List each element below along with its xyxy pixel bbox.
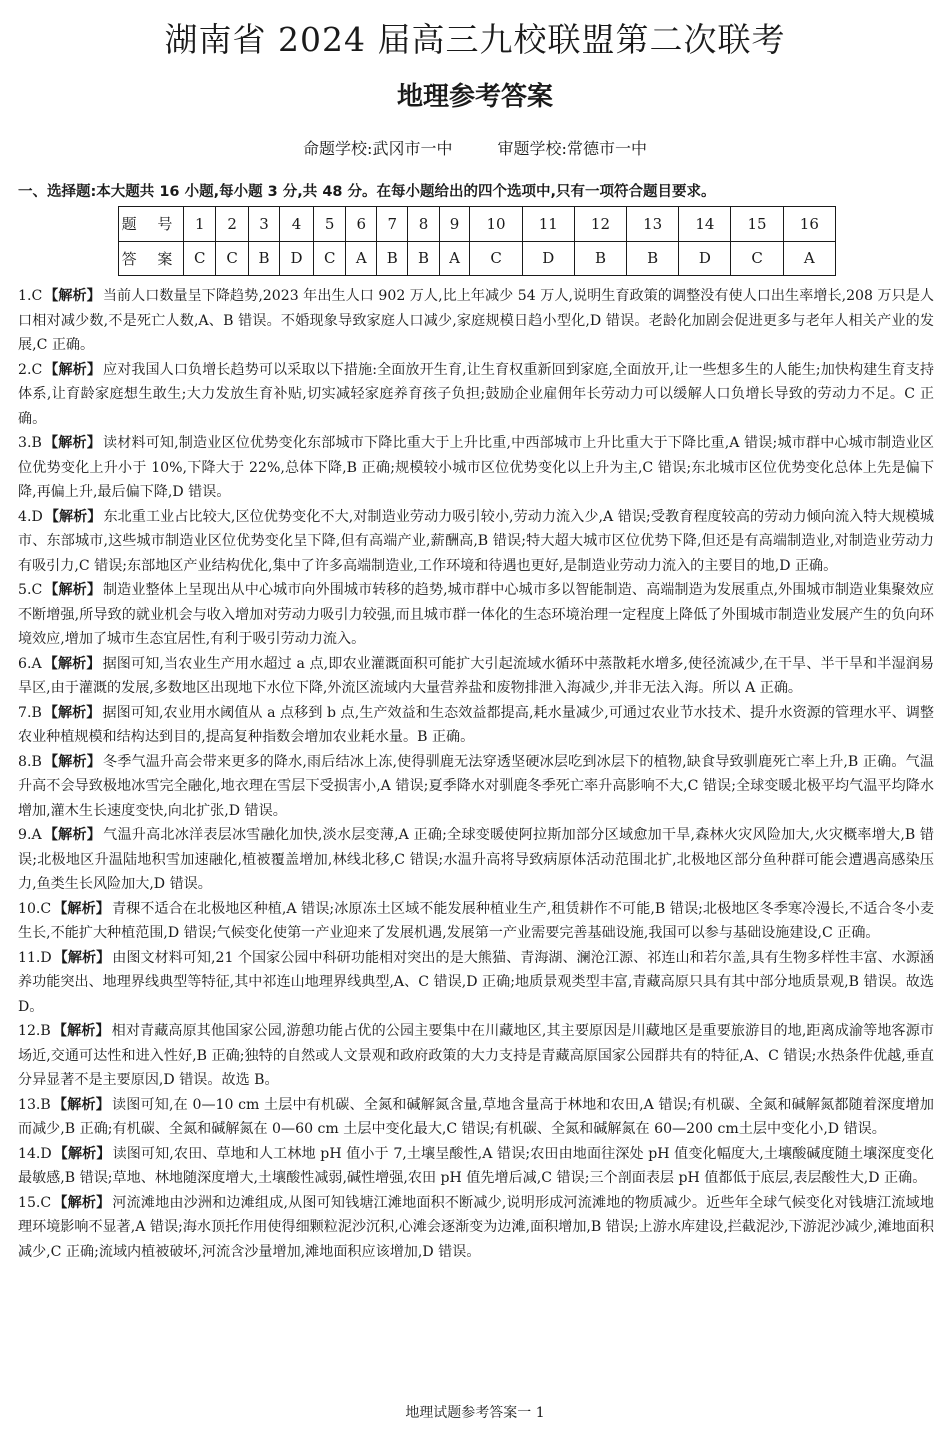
analysis-tag: 【解析】 bbox=[44, 582, 101, 598]
answer-cell: D bbox=[679, 241, 731, 276]
answer-subtitle: 地理参考答案 bbox=[396, 82, 553, 112]
answer-table bbox=[118, 206, 836, 276]
answer-cell: B bbox=[248, 241, 279, 276]
analysis-tag: 【解析】 bbox=[43, 827, 102, 843]
explanation-item bbox=[18, 578, 934, 652]
item-number: 8.B bbox=[18, 753, 42, 770]
question-number: 9 bbox=[439, 207, 470, 242]
explanation-item bbox=[18, 946, 934, 1020]
explanation-item bbox=[18, 750, 934, 824]
question-number: 11 bbox=[522, 207, 574, 242]
question-number: 7 bbox=[377, 207, 408, 242]
row-label-number: 题 号 bbox=[119, 207, 184, 242]
item-text: 东北重工业占比较大,区位优势变化不大,对制造业劳动力吸引较小,劳动力流入少,A 错误;受教育程度较高的劳动力倾向流入特大规模城市、东部城市,这些城市制造业区位优势变化呈下降,但有高端产业,薪酬高,B 错误;特大超大城市区位优势下降,但还是有高端制造业,对制造业劳动力有吸引力,C 错误;东部地区产业结构优化,集中了许多高端制造业,工作环境和待遇也更好,是制造业劳动力流入的主要目的地,D 正确。 bbox=[18, 508, 935, 574]
answer-cell: C bbox=[216, 241, 248, 276]
question-number: 3 bbox=[248, 207, 279, 242]
item-text: 读图可知,在 0—10 cm 土层中有机碳、全氮和碱解氮含量,草地含量高于林地和农田,A 错误;有机碳、全氮和碱解氮都随着深度增加而减少,B 正确;有机碳、全氮和碱解氮在 0—60 cm 土层中变化最大,C 错误;有机碳、全氮和碱解氮在 60—200 cm土层中变化小,D 错误。 bbox=[18, 1096, 934, 1137]
item-number: 10.C bbox=[18, 900, 52, 917]
answer-cell: C bbox=[313, 241, 345, 276]
item-number: 4.D bbox=[18, 508, 43, 525]
section-heading: 一、选择题:本大题共 16 小题,每小题 3 分,共 48 分。在每小题给出的四个选项中,只有一项符合题目要求。 bbox=[18, 184, 716, 200]
item-text: 应对我国人口负增长趋势可以采取以下措施:全面放开生育,让生育权重新回到家庭,全面放开,让一些想多生的人能生;加快构建生育支持体系,让育龄家庭想生敢生;大力发放生育补贴,切实减轻家庭养育孩子负担;鼓励企业雇佣年长劳动力可以缓解人口负增长导致的劳动力不足。C 正确。 bbox=[18, 361, 934, 427]
question-number: 5 bbox=[313, 207, 345, 242]
answer-cell: A bbox=[439, 241, 470, 276]
question-number: 16 bbox=[783, 207, 835, 242]
item-number: 15.C bbox=[18, 1194, 52, 1211]
item-text: 当前人口数量呈下降趋势,2023 年出生人口 902 万人,比上年减少 54 万人,说明生育政策的调整没有使人口出生率增长,208 万只是人口相对减少数,不是死亡人数,A、B 错误。不婚现象导致家庭人口减少,家庭规模日趋小型化,D 错误。老龄化加剧会促进更多与老年人相关产业的发展,C 正确。 bbox=[18, 288, 935, 353]
analysis-tag: 【解析】 bbox=[43, 753, 101, 770]
answer-cell: B bbox=[377, 241, 408, 276]
explanation-item bbox=[18, 823, 934, 897]
reviewer-school: 审题学校:常德市一中 bbox=[497, 139, 647, 158]
item-number: 6.A bbox=[18, 655, 42, 672]
explanations bbox=[18, 284, 934, 1264]
row-label-answer: 答 案 bbox=[119, 241, 184, 276]
item-number: 13.B bbox=[18, 1096, 51, 1113]
item-text: 读图可知,农田、草地和人工林地 pH 值小于 7,土壤呈酸性,A 错误;农田由地面往深处 pH 值变化幅度大,土壤酸碱度随土壤深度变化最敏感,B 错误;草地、林地随深度增大,土壤酸性减弱,碱性增强,农田 pH 值先增后减,C 错误;三个剖面表层 pH 值都低于底层,表层酸性大,D 正确。 bbox=[18, 1145, 934, 1186]
exam-title: 湖南省 2024 届高三九校联盟第二次联考 bbox=[164, 20, 786, 59]
answer-cell: D bbox=[522, 241, 574, 276]
answer-cell: C bbox=[470, 241, 522, 276]
question-number: 8 bbox=[408, 207, 439, 242]
explanation-item bbox=[18, 897, 934, 946]
question-number: 1 bbox=[184, 207, 216, 242]
answer-table-answer-row bbox=[119, 241, 836, 276]
item-number: 11.D bbox=[18, 949, 52, 966]
item-number: 3.B bbox=[18, 435, 42, 451]
answer-table-number-row bbox=[119, 207, 836, 242]
question-number: 12 bbox=[574, 207, 626, 242]
answer-cell: B bbox=[627, 241, 679, 276]
explanation-item bbox=[18, 1191, 934, 1265]
explanation-item bbox=[18, 431, 934, 505]
item-number: 9.A bbox=[18, 827, 42, 843]
item-text: 青稞不适合在北极地区种植,A 错误;冰原冻土区域不能发展种植业生产,租赁耕作不可能,B 错误;北极地区冬季寒冷漫长,不适合冬小麦生长,不能扩大种植范围,D 错误;气候变化使第一产业迎来了发展机遇,发展第一产业需要完善基础设施,我国可以参与基础设施建设,C 正确。 bbox=[18, 900, 935, 941]
question-number: 13 bbox=[627, 207, 679, 242]
analysis-tag: 【解析】 bbox=[53, 1145, 111, 1162]
item-number: 14.D bbox=[18, 1145, 52, 1162]
explanation-item bbox=[18, 1142, 934, 1191]
answer-cell: A bbox=[346, 241, 377, 276]
explanation-item bbox=[18, 505, 934, 579]
school-info bbox=[0, 136, 950, 159]
analysis-tag: 【解析】 bbox=[44, 361, 101, 378]
explanation-item bbox=[18, 1019, 934, 1093]
question-number: 15 bbox=[731, 207, 783, 242]
item-text: 制造业整体上呈现出从中心城市向外围城市转移的趋势,城市群中心城市多以智能制造、高端制造为发展重点,外围城市制造业集聚效应不断增强,所导致的就业机会与收入增加对劳动力吸引力较强,而且城市群一体化的生态环境治理一定程度上降低了外围城市制造业发展产生的负向环境效应,增加了城市生态宜居性,有利于吸引劳动力流入。 bbox=[18, 582, 934, 647]
analysis-tag: 【解析】 bbox=[43, 704, 101, 721]
analysis-tag: 【解析】 bbox=[53, 1194, 111, 1211]
answer-cell: C bbox=[184, 241, 216, 276]
item-text: 读材料可知,制造业区位优势变化东部城市下降比重大于上升比重,中西部城市上升比重大于下降比重,A 错误;城市群中心城市制造业区位优势变化上升小于 10%,下降大于 22%,总体下降,B 正确;规模较小城市区位优势变化以上升为主,C 错误;东北城市区位优势变化总体上先是偏下降,再偏上升,最后偏下降,D 错误。 bbox=[18, 435, 935, 500]
item-number: 5.C bbox=[18, 582, 43, 598]
answer-cell: C bbox=[731, 241, 783, 276]
item-number: 12.B bbox=[18, 1023, 51, 1039]
answer-cell: A bbox=[783, 241, 835, 276]
question-number: 6 bbox=[346, 207, 377, 242]
question-number: 2 bbox=[216, 207, 248, 242]
explanation-item bbox=[18, 358, 934, 432]
analysis-tag: 【解析】 bbox=[52, 1023, 110, 1039]
question-number: 4 bbox=[280, 207, 314, 242]
answer-cell: D bbox=[280, 241, 314, 276]
item-number: 7.B bbox=[18, 704, 42, 721]
analysis-tag: 【解析】 bbox=[44, 288, 101, 304]
item-text: 相对青藏高原其他国家公园,游憩功能占优的公园主要集中在川藏地区,其主要原因是川藏地区是重要旅游目的地,距离成渝等地客源市场近,交通可达性和进入性好,B 正确;独特的自然或人文景观和政府政策的大力支持是青藏高原国家公园群共有的特征,A、C 错误;水热条件优越,垂直分异显著不是主要原因,D 错误。故选 B。 bbox=[18, 1023, 935, 1088]
item-text: 河流滩地由沙洲和边滩组成,从图可知钱塘江滩地面积不断减少,说明形成河流滩地的物质减少。近些年全球气候变化对钱塘江流域地理环境影响不显著,A 错误;海水顶托作用使得细颗粒泥沙沉积,心滩会逐渐变为边滩,面积增加,B 错误;上游水库建设,拦截泥沙,下游泥沙减少,滩地面积减少,C 正确;流域内植被破坏,河流含沙量增加,滩地面积应该增加,D 错误。 bbox=[18, 1194, 934, 1260]
explanation-item bbox=[18, 1093, 934, 1142]
item-text: 冬季气温升高会带来更多的降水,雨后结冰上冻,使得驯鹿无法穿透坚硬冰层吃到冰层下的植物,缺食导致驯鹿死亡率上升,B 正确。气温升高不会导致极地冰雪完全融化,地衣理在雪层下受损害小,A 错误;夏季降水对驯鹿冬季死亡率升高影响不大,C 错误;全球变暖北极平均气温平均降水增加,灌木生长速度变快,向北扩张,D 错误。 bbox=[18, 753, 934, 819]
answer-cell: B bbox=[574, 241, 626, 276]
explanation-item bbox=[18, 701, 934, 750]
item-text: 由图文材料可知,21 个国家公园中科研功能相对突出的是大熊猫、青海湖、澜沧江源、祁连山和若尔盖,具有生物多样性丰富、水源涵养功能突出、地理界线典型等特征,其中祁连山地理界线典型,A、C 错误,D 正确;地质景观类型丰富,青藏高原只具有其中部分地质景观,B 错误。故选 D。 bbox=[18, 949, 934, 1015]
analysis-tag: 【解析】 bbox=[44, 508, 102, 525]
analysis-tag: 【解析】 bbox=[53, 900, 110, 917]
explanation-item bbox=[18, 284, 934, 358]
answer-cell: B bbox=[408, 241, 439, 276]
item-text: 据图可知,农业用水阈值从 a 点移到 b 点,生产效益和生态效益都提高,耗水量减少,可通过农业节水技术、提升水资源的管理水平、调整农业种植规模和结构达到目的,提高复种指数会增加农业耗水量。B 正确。 bbox=[18, 704, 935, 745]
question-number: 14 bbox=[679, 207, 731, 242]
analysis-tag: 【解析】 bbox=[43, 655, 101, 672]
analysis-tag: 【解析】 bbox=[43, 435, 101, 451]
analysis-tag: 【解析】 bbox=[53, 949, 111, 966]
page-footer: 地理试题参考答案一 1 bbox=[405, 1405, 545, 1421]
question-number: 10 bbox=[470, 207, 522, 242]
item-number: 1.C bbox=[18, 288, 43, 304]
item-text: 气温升高北冰洋表层冰雪融化加快,淡水层变薄,A 正确;全球变暖使阿拉斯加部分区域愈加干旱,森林火灾风险加大,火灾概率增大,B 错误;北极地区升温陆地积雪加速融化,植被覆盖增加,林线北移,C 错误;水温升高将导致病原体活动范围北扩,北极地区部分鱼种群可能会遭遇高感染压力,鱼类生长风险加大,D 错误。 bbox=[18, 827, 935, 892]
explanation-item bbox=[18, 652, 934, 701]
item-text: 据图可知,当农业生产用水超过 a 点,即农业灌溉面积可能扩大引起流域水循环中蒸散耗水增多,使径流减少,在干旱、半干旱和半湿润易旱区,由于灌溉的发展,多数地区出现地下水位下降,外流区流域内大量营养盐和废物排泄入海减少,并非无法入海。所以 A 正确。 bbox=[18, 655, 935, 696]
setter-school: 命题学校:武冈市一中 bbox=[303, 139, 453, 158]
item-number: 2.C bbox=[18, 361, 43, 378]
analysis-tag: 【解析】 bbox=[52, 1096, 110, 1113]
